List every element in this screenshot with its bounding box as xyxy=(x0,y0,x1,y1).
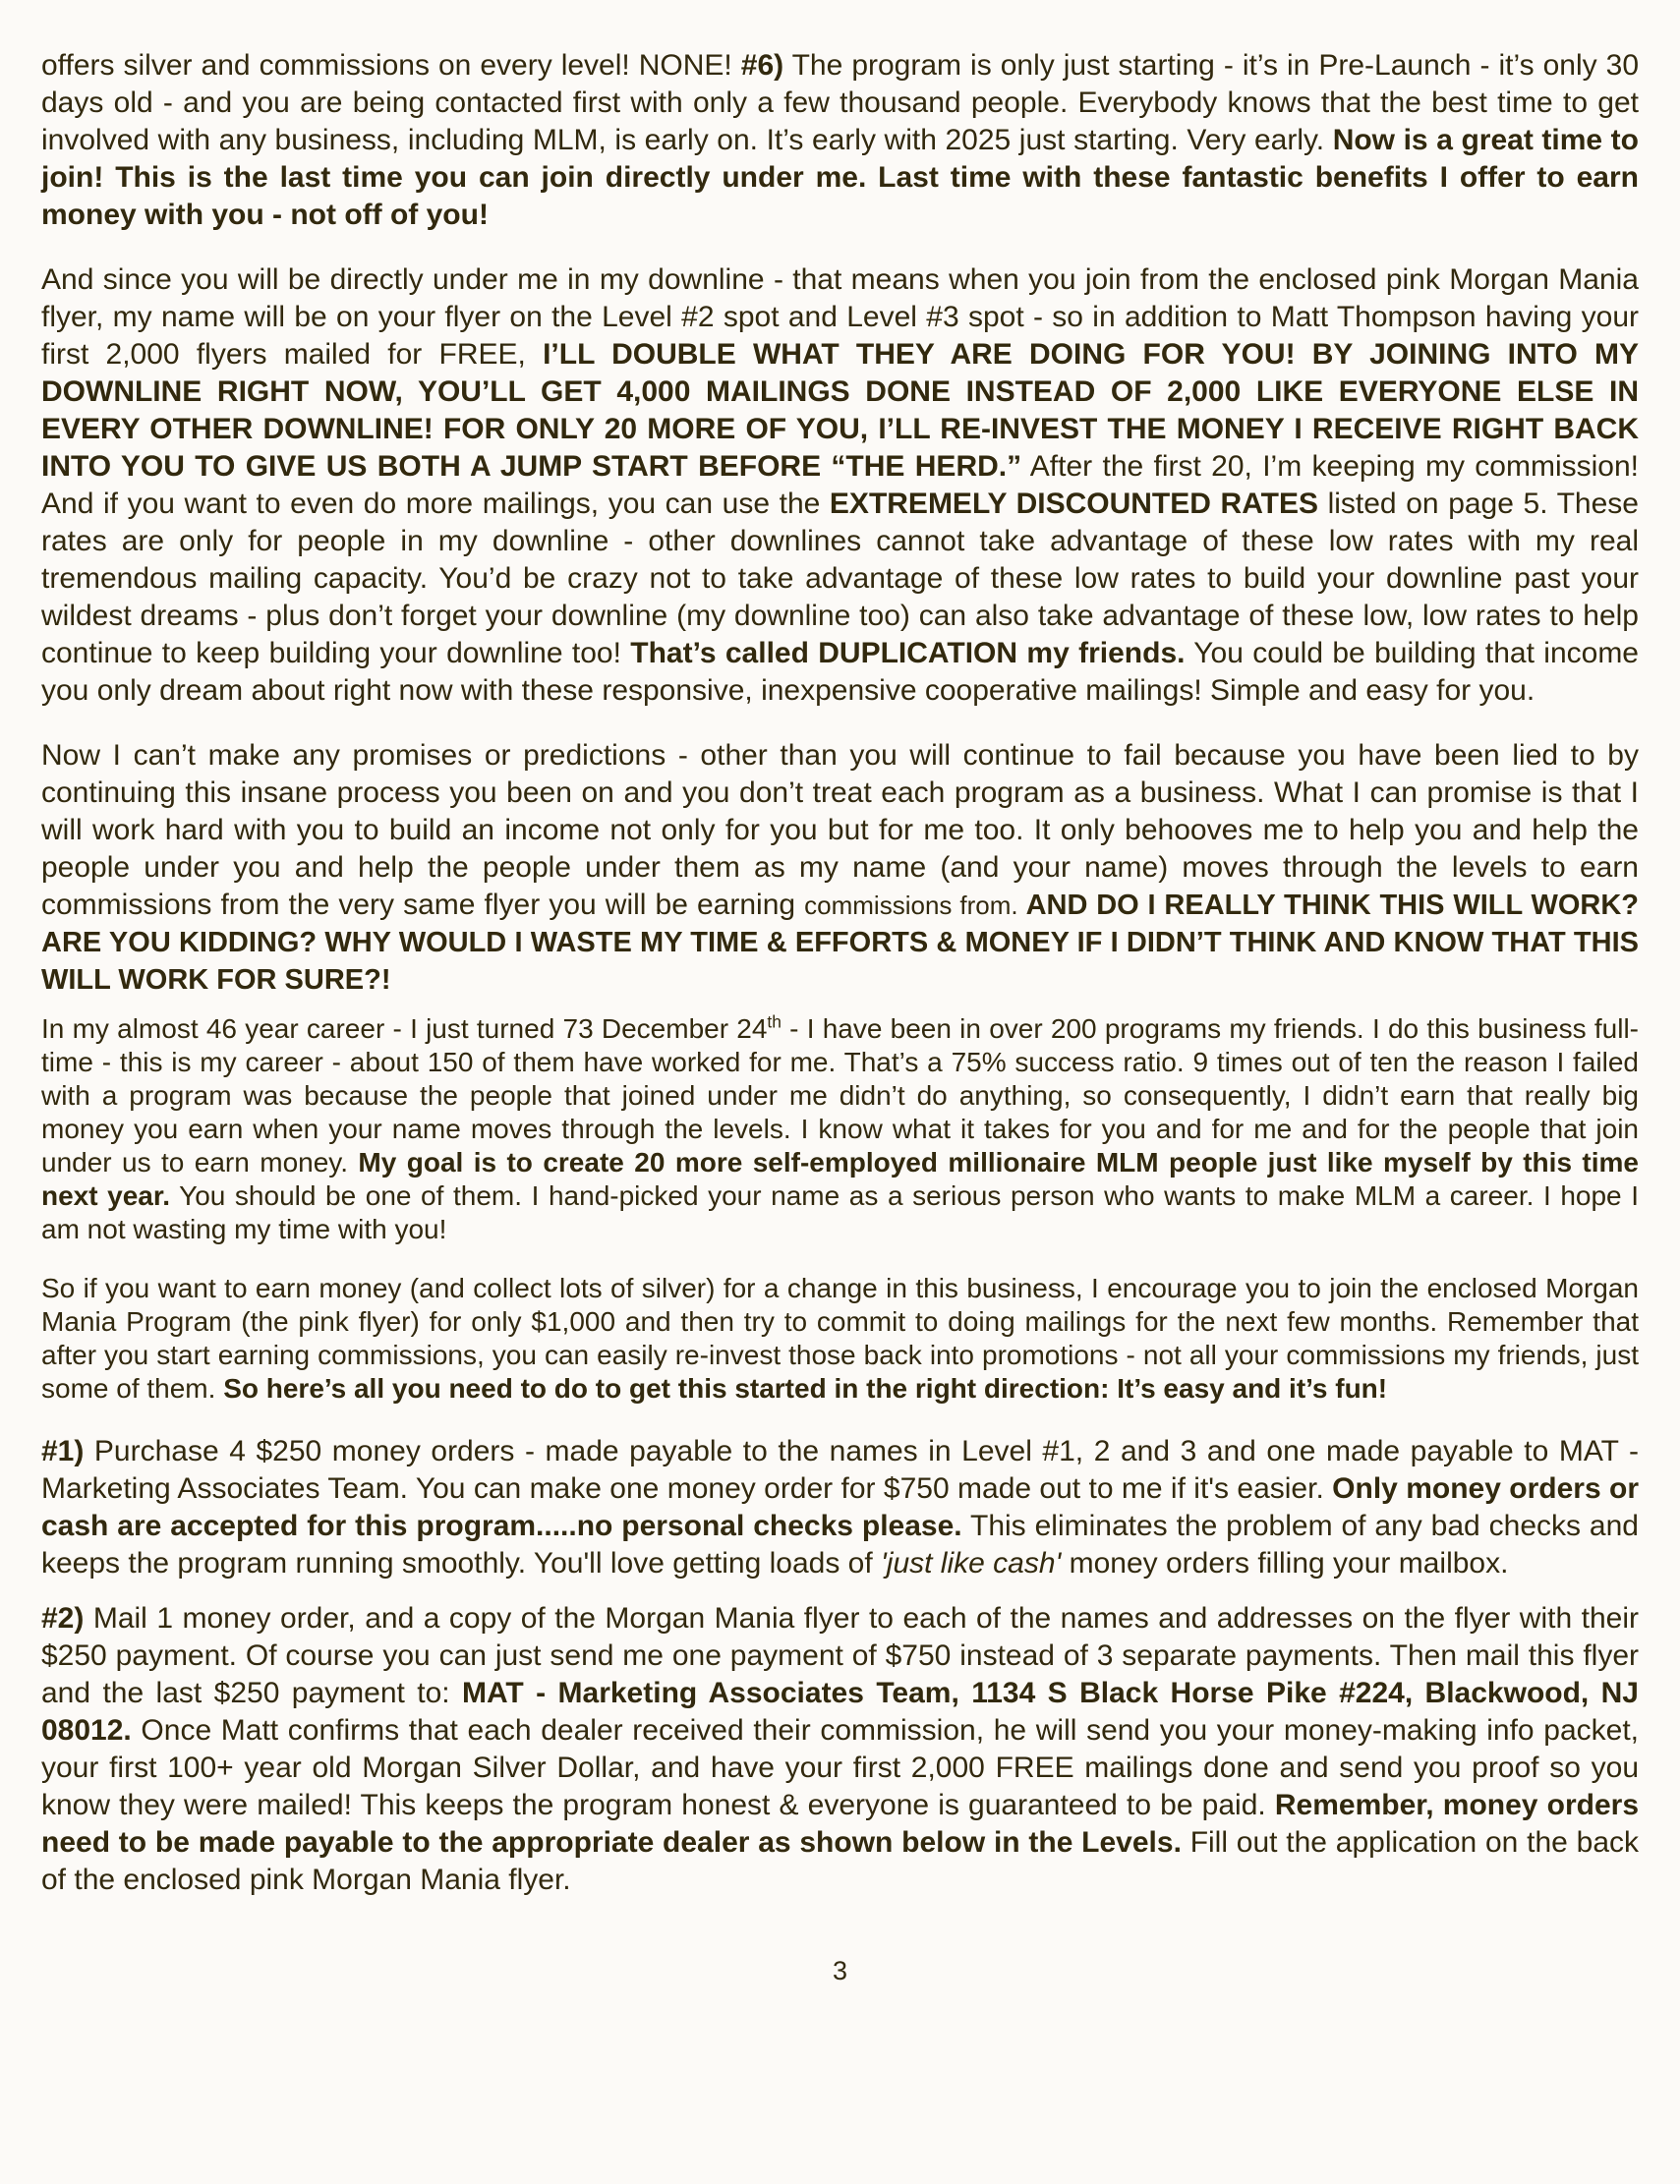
text-segment: Now I can’t make any promises or predictions - other than you will continue to fail because you have been lied to by continuing this insane process you been on and you don’t treat each program as a business. What I can promise is that I will work hard with you to build an income not only for you but for me too. It only behooves me to help you and help the people under you and help the people under them as my name (and your name) moves through the levels to earn commissions from the very same flyer you will be earning xyxy=(41,739,1639,921)
text-segment: You should be one of them. I hand-picked your name as a serious person who wants to make MLM a career. I hope I am not wasting my time with you! xyxy=(41,1180,1639,1244)
text-segment: money orders filling your mailbox. xyxy=(1061,1547,1509,1580)
text-segment: And since you will be directly under me in my downline - that means when you join from the enclosed pink Morgan Mania flyer, my name will be on your flyer on the Level #2 spot and Level #3 spot - so in addition to Matt Thompson having your first 2,000 flyers mailed for FREE, xyxy=(41,263,1639,371)
text-segment: So here’s all you need to do to get this started in the right direction: It’s easy and it’s fun! xyxy=(223,1373,1388,1404)
text-segment: You could be building that income you only dream about right now with these responsive, inexpensive cooperative mailings! Simple and easy for you. xyxy=(41,637,1639,707)
text-segment: That’s called DUPLICATION my friends. xyxy=(630,637,1186,669)
paragraph-7 xyxy=(41,1600,1639,1899)
text-segment: In my almost 46 year career - I just turned 73 December 24 xyxy=(41,1013,768,1044)
text-segment: #2) xyxy=(41,1602,85,1635)
text-segment: This eliminates the problem of any bad checks and keeps the program running smoothly. You'll love getting loads of xyxy=(41,1510,1639,1580)
text-segment: MAT - Marketing Associates Team, 1134 S Black Horse Pike #224, Blackwood, NJ 08012. xyxy=(41,1677,1639,1747)
paragraph-4 xyxy=(41,1012,1639,1246)
page-number: 3 xyxy=(832,1956,848,1985)
text-segment: Mail 1 money order, and a copy of the Morgan Mania flyer to each of the names and addresses on the flyer with their $250 payment. Of course you can just send me one payment of $750 instead of 3 separate payments. Then mail this flyer and the last $250 payment to: xyxy=(41,1602,1639,1709)
text-segment: EXTREMELY DISCOUNTED RATES xyxy=(829,488,1318,520)
text-segment: AND DO I REALLY THINK THIS WILL WORK? ARE YOU KIDDING? WHY WOULD I WASTE MY TIME & EFFORTS & MONEY IF I DIDN’T THINK AND KNOW THAT THIS WILL WORK FOR SURE?! xyxy=(41,890,1639,996)
text-segment: My goal is to create 20 more self-employed millionaire MLM people just like myself by this time next year. xyxy=(41,1147,1640,1211)
text-segment: th xyxy=(767,1011,782,1032)
text-segment: #6) xyxy=(740,49,784,82)
text-segment: listed on page 5. These rates are only for people in my downline - other downlines cannot take advantage of these low rates with my real tremendous mailing capacity. You’d be crazy not to take advantage of these low rates to build your downline past your wildest dreams - plus don’t forget your downline (my downline too) can also take advantage of these low, low rates to help continue to keep building your downline too! xyxy=(41,488,1639,669)
text-segment: Purchase 4 $250 money orders - made payable to the names in Level #1, 2 and 3 and one made payable to MAT - Marketing Associates Team. You can make one money order for $750 made out to me if it's easier. xyxy=(41,1435,1639,1505)
text-segment: Remember, money orders need to be made payable to the appropriate dealer as shown below in the Levels. xyxy=(41,1789,1640,1859)
paragraph-6 xyxy=(41,1433,1639,1582)
text-segment: So if you want to earn money (and collect lots of silver) for a change in this business, I encourage you to join the enclosed Morgan Mania Program (the pink flyer) for only $1,000 and then try to commit to doing mailings for the next few months. Remember that after you start earning commissions, you can easily re-invest those back into promotions - not all your commissions my friends, just some of them. xyxy=(41,1273,1639,1404)
text-segment: Now is a great time to join! This is the last time you can join directly under me. Last time with these fantastic benefits I offer to earn money with you - not off of you! xyxy=(41,124,1639,231)
text-segment: - I have been in over 200 programs my friends. I do this business full-time - this is my career - about 150 of them have worked for me. That’s a 75% success ratio. 9 times out of ten the reason I failed with a program was because the people that joined under me didn’t do anything, so consequently, I didn’t earn that really big money you earn when your name moves through the levels. I know what it takes for you and for me and for the people that join under us to earn money. xyxy=(41,1013,1639,1178)
text-segment: I’LL DOUBLE WHAT THEY ARE DOING FOR YOU! BY JOINING INTO MY DOWNLINE RIGHT NOW, YOU’LL GET 4,000 MAILINGS DONE INSTEAD OF 2,000 LIKE EVERYONE ELSE IN EVERY OTHER DOWNLINE! FOR ONLY 20 MORE OF YOU, I’LL RE-INVEST THE MONEY I RECEIVE RIGHT BACK INTO YOU TO GIVE US BOTH A JUMP START BEFORE “THE HERD.” xyxy=(41,338,1640,483)
paragraph-3 xyxy=(41,737,1639,999)
paragraph-1 xyxy=(41,47,1639,234)
paragraph-5 xyxy=(41,1272,1639,1406)
text-segment: After the first 20, I’m keeping my commission! And if you want to even do more mailings, you can use the xyxy=(41,450,1639,520)
text-segment: Fill out the application on the back of the enclosed pink Morgan Mania flyer. xyxy=(41,1826,1640,1896)
page-footer xyxy=(41,1954,1639,1987)
document-body xyxy=(41,47,1639,1899)
text-segment: offers silver and commissions on every level! NONE! xyxy=(41,49,741,82)
text-segment: Only money orders or cash are accepted for this program.....no personal checks please. xyxy=(41,1472,1640,1542)
paragraph-2 xyxy=(41,261,1639,710)
text-segment: commissions from. xyxy=(804,891,1026,920)
text-segment: 'just like cash' xyxy=(881,1547,1062,1580)
text-segment: Once Matt confirms that each dealer received their commission, he will send you your money-making info packet, your first 100+ year old Morgan Silver Dollar, and have your first 2,000 FREE mailings done and send you proof so you know they were mailed! This keeps the program honest & everyone is guaranteed to be paid. xyxy=(41,1714,1639,1821)
text-segment: #1) xyxy=(41,1435,85,1467)
text-segment: The program is only just starting - it’s in Pre-Launch - it’s only 30 days old - and you are being contacted first with only a few thousand people. Everybody knows that the best time to get involved with any business, including MLM, is early on. It’s early with 2025 just starting. Very early. xyxy=(41,49,1639,156)
